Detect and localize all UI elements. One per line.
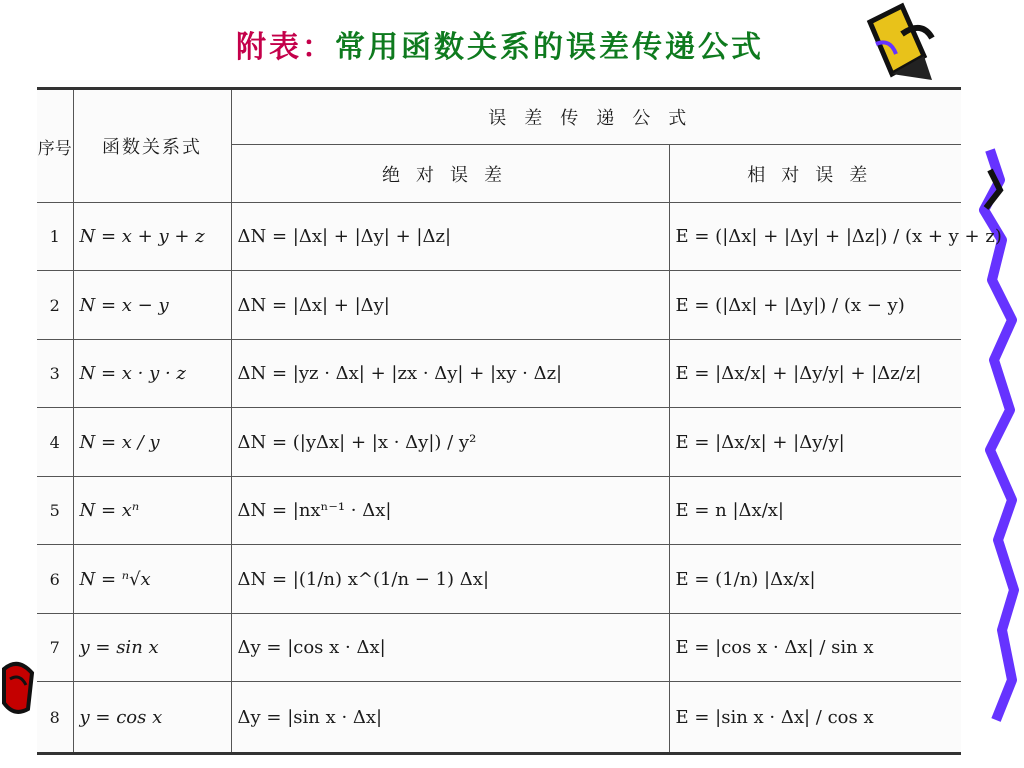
row-function: N = x − y [73,271,231,339]
header-relative: 相对误差 [669,145,961,203]
table-row [37,613,961,681]
table-row [37,682,961,754]
row-relative-error: E = n |Δx/x| [669,476,961,544]
row-index: 5 [37,476,73,544]
row-absolute-error: ΔN = (|yΔx| + |x · Δy|) / y² [231,408,669,476]
page-title-lead: 附表： [236,30,335,65]
row-relative-error: E = |sin x · Δx| / cos x [669,682,961,754]
row-index: 8 [37,682,73,754]
table-row [37,339,961,407]
row-absolute-error: ΔN = |nxⁿ⁻¹ · Δx| [231,476,669,544]
header-index: 序号 [37,89,73,203]
row-function: y = cos x [73,682,231,754]
row-index: 4 [37,408,73,476]
row-function: N = x · y · z [73,339,231,407]
row-relative-error: E = (|Δx| + |Δy| + |Δz|) / (x + y + z) [669,203,961,271]
table-row [37,203,961,271]
row-index: 2 [37,271,73,339]
table-row [37,476,961,544]
row-function: N = ⁿ√x [73,545,231,613]
row-index: 7 [37,613,73,681]
page-title [0,22,1000,66]
row-absolute-error: Δy = |cos x · Δx| [231,613,669,681]
row-absolute-error: ΔN = |Δx| + |Δy| [231,271,669,339]
row-absolute-error: Δy = |sin x · Δx| [231,682,669,754]
error-formula-table [37,87,1002,755]
row-index: 1 [37,203,73,271]
row-relative-error: E = |Δx/x| + |Δy/y| [669,408,961,476]
table-header-row [37,89,961,145]
row-function: y = sin x [73,613,231,681]
row-relative-error: E = (|Δx| + |Δy|) / (x − y) [669,271,961,339]
header-absolute: 绝对误差 [231,145,669,203]
header-function: 函数关系式 [73,89,231,203]
table-row [37,545,961,613]
pencil-clipart-icon [862,4,954,84]
row-absolute-error: ΔN = |Δx| + |Δy| + |Δz| [231,203,669,271]
row-relative-error: E = (1/n) |Δx/x| [669,545,961,613]
row-index: 6 [37,545,73,613]
table-row [37,408,961,476]
page-title-rest: 常用函数关系的误差传递公式 [335,30,764,65]
row-function: N = xⁿ [73,476,231,544]
row-absolute-error: ΔN = |(1/n) x^(1/n − 1) Δx| [231,545,669,613]
header-group: 误差传递公式 [231,89,961,145]
row-function: N = x / y [73,408,231,476]
row-relative-error: E = |cos x · Δx| / sin x [669,613,961,681]
row-index: 3 [37,339,73,407]
row-function: N = x + y + z [73,203,231,271]
row-absolute-error: ΔN = |yz · Δx| + |zx · Δy| + |xy · Δz| [231,339,669,407]
table-row [37,271,961,339]
clipart-fragment-icon [0,655,36,715]
row-relative-error: E = |Δx/x| + |Δy/y| + |Δz/z| [669,339,961,407]
